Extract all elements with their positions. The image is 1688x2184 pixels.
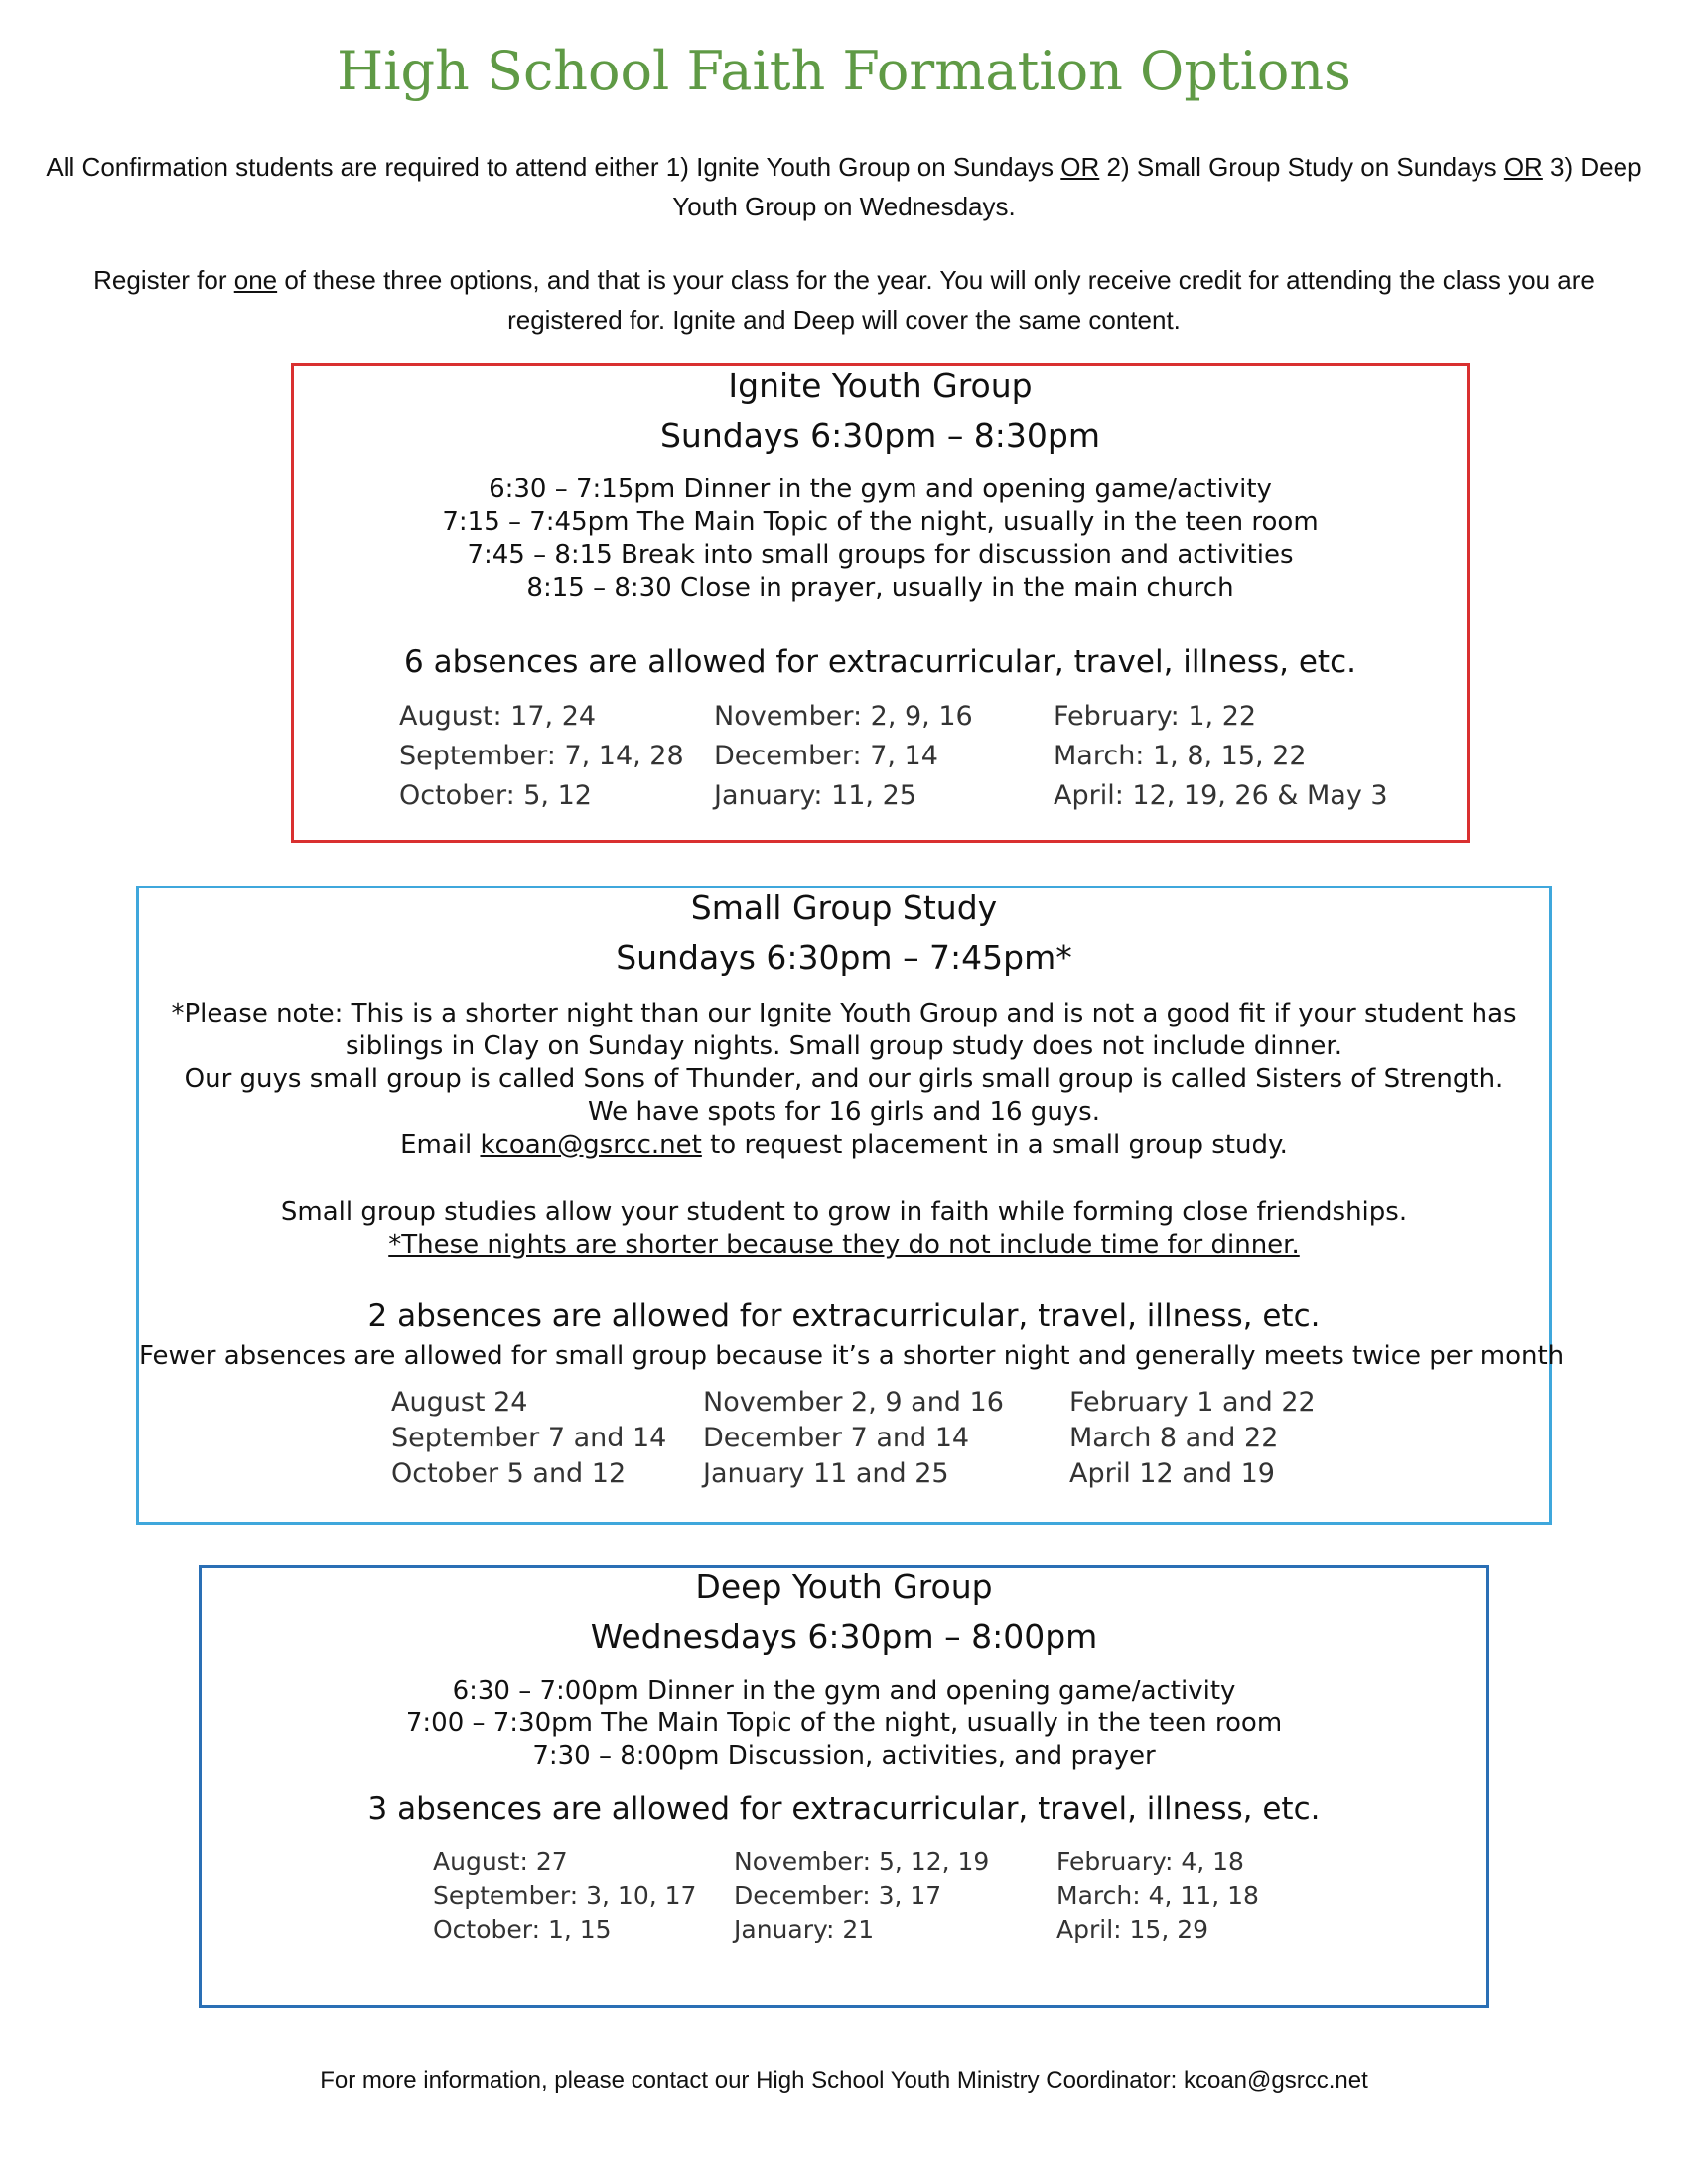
small-group-section — [136, 886, 1565, 1525]
deep-section — [199, 1565, 1489, 2008]
note-line: *Please note: This is a shorter night than our Ignite Youth Group and is not a good fit if your student has — [171, 999, 1517, 1028]
small-group-note — [139, 998, 1549, 1161]
ignite-schedule — [294, 474, 1467, 605]
intro-requirement: All Confirmation students are required to attend either 1) Ignite Youth Group on Sundays OR 2) Small Group Study on Sundays OR 3) Deep Youth Group on Wednesdays. — [46, 152, 1642, 221]
date-item: October: 1, 15 — [433, 1915, 612, 1944]
date-item: September: 3, 10, 17 — [433, 1881, 697, 1910]
ignite-section — [291, 363, 1470, 843]
small-group-name: Small Group Study — [690, 888, 998, 927]
date-item: February: 4, 18 — [1056, 1847, 1244, 1876]
date-item: November 2, 9 and 16 — [703, 1387, 1004, 1418]
email-line: Email kcoan@gsrcc.net to request placement in a small group study. — [400, 1130, 1288, 1160]
schedule-line: 6:30 – 7:00pm Dinner in the gym and opening game/activity — [452, 1676, 1236, 1706]
small-group-absences: 2 absences are allowed for extracurricular, travel, illness, etc. — [367, 1298, 1321, 1334]
small-group-shorter-note: *These nights are shorter because they do not include time for dinner. — [388, 1230, 1300, 1260]
footer-contact: For more information, please contact our High School Youth Ministry Coordinator: kcoan@gsrcc.net — [320, 2067, 1368, 2094]
date-item: September 7 and 14 — [391, 1423, 667, 1453]
date-item: February: 1, 22 — [1054, 701, 1257, 732]
date-item: December 7 and 14 — [703, 1423, 970, 1453]
date-item: August 24 — [391, 1387, 528, 1418]
schedule-line: 6:30 – 7:15pm Dinner in the gym and opening game/activity — [489, 475, 1272, 504]
deep-absences: 3 absences are allowed for extracurricular, travel, illness, etc. — [367, 1791, 1321, 1827]
date-item: August: 17, 24 — [399, 701, 597, 732]
ignite-name: Ignite Youth Group — [728, 366, 1033, 405]
date-item: January: 11, 25 — [714, 780, 916, 811]
page-title: High School Faith Formation Options — [337, 40, 1351, 102]
note-line: We have spots for 16 girls and 16 guys. — [588, 1097, 1100, 1127]
deep-name: Deep Youth Group — [695, 1568, 993, 1606]
intro-register: Register for one of these three options, and that is your class for the year. You will only receive credit for attending the class you are registered for. Ignite and Deep will cover the same content. — [93, 265, 1595, 335]
deep-dates — [433, 1845, 1295, 1947]
date-item: September: 7, 14, 28 — [399, 741, 684, 771]
small-group-absences-note: Fewer absences are allowed for small group because it’s a shorter night and generally meets twice per month — [139, 1341, 1565, 1371]
date-item: December: 7, 14 — [714, 741, 938, 771]
date-item: January: 21 — [734, 1915, 875, 1944]
date-item: March: 1, 8, 15, 22 — [1054, 741, 1307, 771]
ignite-dates — [399, 697, 1401, 816]
date-item: December: 3, 17 — [734, 1881, 942, 1910]
note-line: Our guys small group is called Sons of Thunder, and our girls small group is called Sisters of Strength. — [184, 1064, 1504, 1094]
ignite-absences: 6 absences are allowed for extracurricular, travel, illness, etc. — [404, 644, 1356, 680]
date-item: April: 15, 29 — [1056, 1915, 1209, 1944]
date-item: November: 5, 12, 19 — [734, 1847, 990, 1876]
date-item: January 11 and 25 — [703, 1458, 949, 1489]
deep-time: Wednesdays 6:30pm – 8:00pm — [590, 1617, 1098, 1656]
small-group-time: Sundays 6:30pm – 7:45pm* — [616, 938, 1072, 977]
date-item: April 12 and 19 — [1069, 1458, 1275, 1489]
schedule-line: 7:15 – 7:45pm The Main Topic of the night, usually in the teen room — [442, 507, 1319, 537]
small-group-growth: Small group studies allow your student to grow in faith while forming close friendships. — [280, 1197, 1408, 1227]
email-link[interactable]: kcoan@gsrcc.net — [480, 1130, 702, 1160]
schedule-line: 7:30 – 8:00pm Discussion, activities, and prayer — [532, 1741, 1156, 1771]
schedule-line: 7:45 – 8:15 Break into small groups for discussion and activities — [467, 540, 1294, 570]
date-item: March: 4, 11, 18 — [1056, 1881, 1259, 1910]
date-item: April: 12, 19, 26 & May 3 — [1054, 780, 1388, 811]
date-item: March 8 and 22 — [1069, 1423, 1279, 1453]
schedule-line: 7:00 – 7:30pm The Main Topic of the night, usually in the teen room — [405, 1708, 1283, 1738]
deep-schedule — [202, 1675, 1486, 1773]
date-item: August: 27 — [433, 1847, 568, 1876]
date-item: October: 5, 12 — [399, 780, 592, 811]
date-item: February 1 and 22 — [1069, 1387, 1316, 1418]
ignite-time: Sundays 6:30pm – 8:30pm — [659, 416, 1101, 455]
schedule-line: 8:15 – 8:30 Close in prayer, usually in the main church — [526, 573, 1234, 603]
date-item: October 5 and 12 — [391, 1458, 627, 1489]
date-item: November: 2, 9, 16 — [714, 701, 973, 732]
small-group-dates — [391, 1385, 1357, 1492]
note-line: siblings in Clay on Sunday nights. Small group study does not include dinner. — [346, 1031, 1342, 1061]
